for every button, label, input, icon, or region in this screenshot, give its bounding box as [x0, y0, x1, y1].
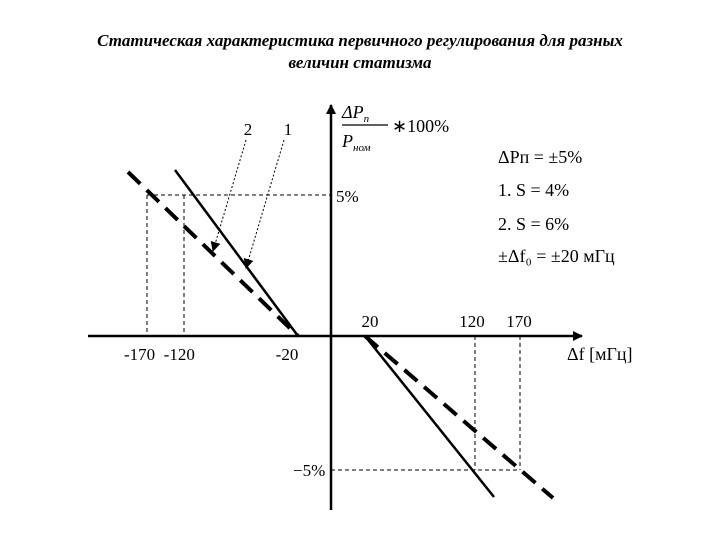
series-1-solid — [175, 170, 494, 497]
tick-x-120: 120 — [459, 312, 485, 331]
curve-label-2: 2 — [243, 120, 253, 139]
curve-2-left-segment — [128, 172, 298, 336]
y-label-numerator: ΔP — [342, 102, 364, 122]
tick-x-neg20: -20 — [275, 345, 299, 364]
tick-y-5pct: 5% — [336, 187, 359, 206]
y-label-denominator: P — [342, 131, 353, 151]
y-label-denominator-sub: ном — [353, 142, 371, 154]
svg-text:Pном — [341, 131, 371, 154]
tick-x-170: 170 — [506, 312, 532, 331]
tick-x-20: 20 — [361, 312, 379, 331]
guide-lines — [147, 195, 520, 470]
title-line-1: Статическая характеристика первичного регулирования для разных — [97, 31, 623, 50]
y-label-multiplier: ∗100% — [392, 116, 450, 136]
title-line-2: величин статизма — [288, 53, 432, 72]
x-axis-label: Δf [мГц] — [567, 344, 633, 364]
y-label-numerator-sub: п — [363, 113, 370, 125]
svg-text:ΔPп — [341, 102, 370, 125]
y-axis-label — [341, 102, 449, 154]
legend-s1: 1. S = 4% — [498, 180, 570, 200]
legend-dp: ΔPп = ±5% — [498, 147, 583, 167]
tick-y-neg5pct: −5% — [293, 461, 326, 480]
curve-2-right-segment — [365, 336, 553, 498]
curve-label-1: 1 — [283, 120, 293, 139]
legend-f0: ±Δf₀ = ±20 мГц — [498, 246, 615, 266]
tick-x-neg170-neg120: -170 -120 — [124, 345, 195, 364]
legend-s2: 2. S = 6% — [498, 214, 570, 234]
curve-1-left-segment — [175, 170, 298, 336]
pointer-arrow-curve-1 — [246, 140, 284, 268]
